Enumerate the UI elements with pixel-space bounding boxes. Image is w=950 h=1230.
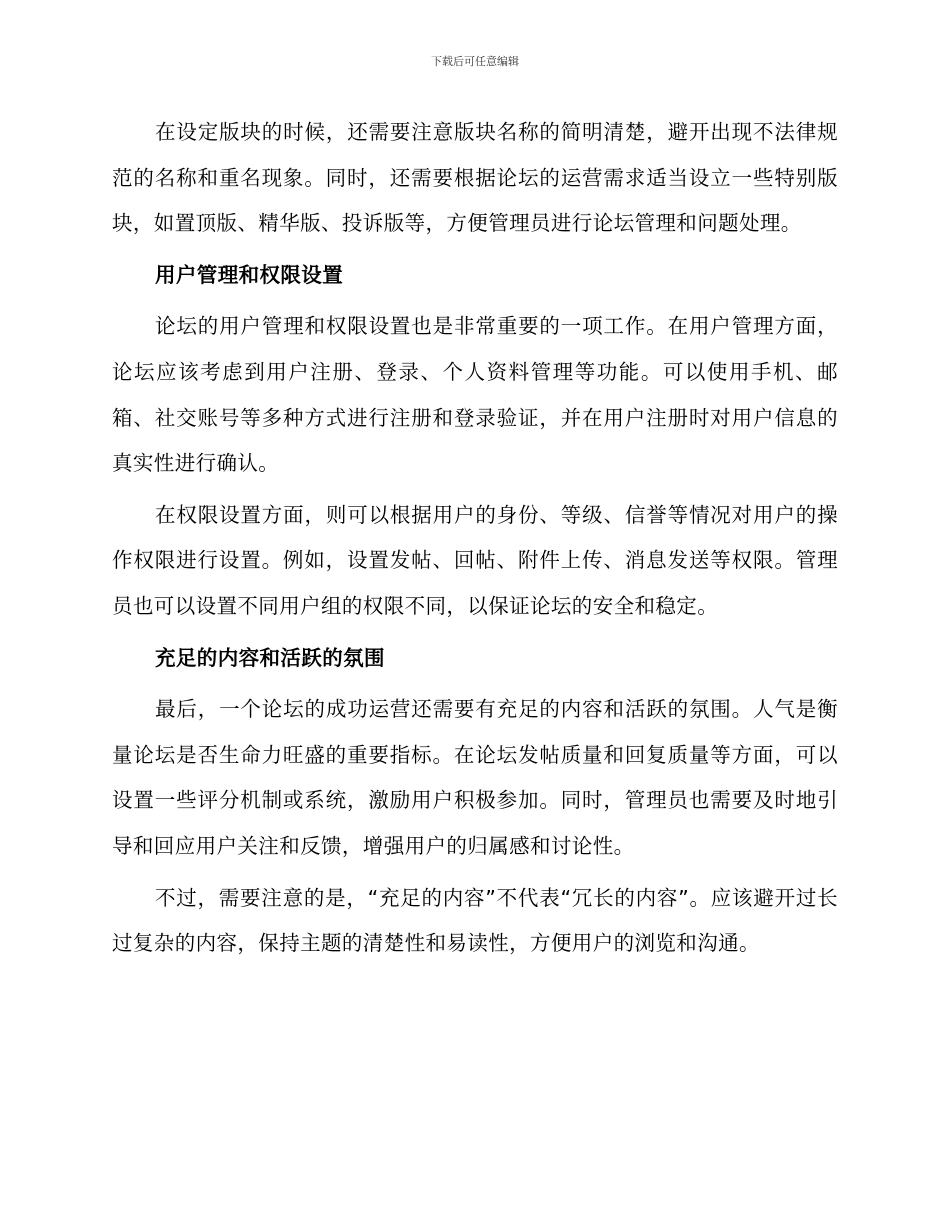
page-header: 下载后可任意编辑 [431,55,519,68]
paragraph: 在权限设置方面，则可以根据用户的身份、等级、信誉等情况对用户的操作权限进行设置。例如，设置发帖、回帖、附件上传、消息发送等权限。管理员也可以设置不同用户组的权限不同，以保证论坛的安全和稳定。 [112,502,838,618]
section-heading: 充足的内容和活跃的氛围 [155,645,385,670]
document-body [112,110,838,973]
section-heading: 用户管理和权限设置 [155,262,344,287]
paragraph: 在设定版块的时候，还需要注意版块名称的简明清楚，避开出现不法律规范的名称和重名现象。同时，还需要根据论坛的运营需求适当设立一些特别版块，如置顶版、精华版、投诉版等，方便管理员进行论坛管理和问题处理。 [112,120,838,236]
paragraph: 不过，需要注意的是，“充足的内容”不代表“冗长的内容”。应该避开过长过复杂的内容，保持主题的清楚性和易读性，方便用户的浏览和沟通。 [112,885,838,956]
paragraph: 论坛的用户管理和权限设置也是非常重要的一项工作。在用户管理方面，论坛应该考虑到用户注册、登录、个人资料管理等功能。可以使用手机、邮箱、社交账号等多种方式进行注册和登录验证，并在用户注册时对用户信息的真实性进行确认。 [112,314,838,476]
paragraph: 最后，一个论坛的成功运营还需要有充足的内容和活跃的氛围。人气是衡量论坛是否生命力旺盛的重要指标。在论坛发帖质量和回复质量等方面，可以设置一些评分机制或系统，激励用户积极参加。同时，管理员也需要及时地引导和回应用户关注和反馈，增强用户的归属感和讨论性。 [112,697,838,858]
